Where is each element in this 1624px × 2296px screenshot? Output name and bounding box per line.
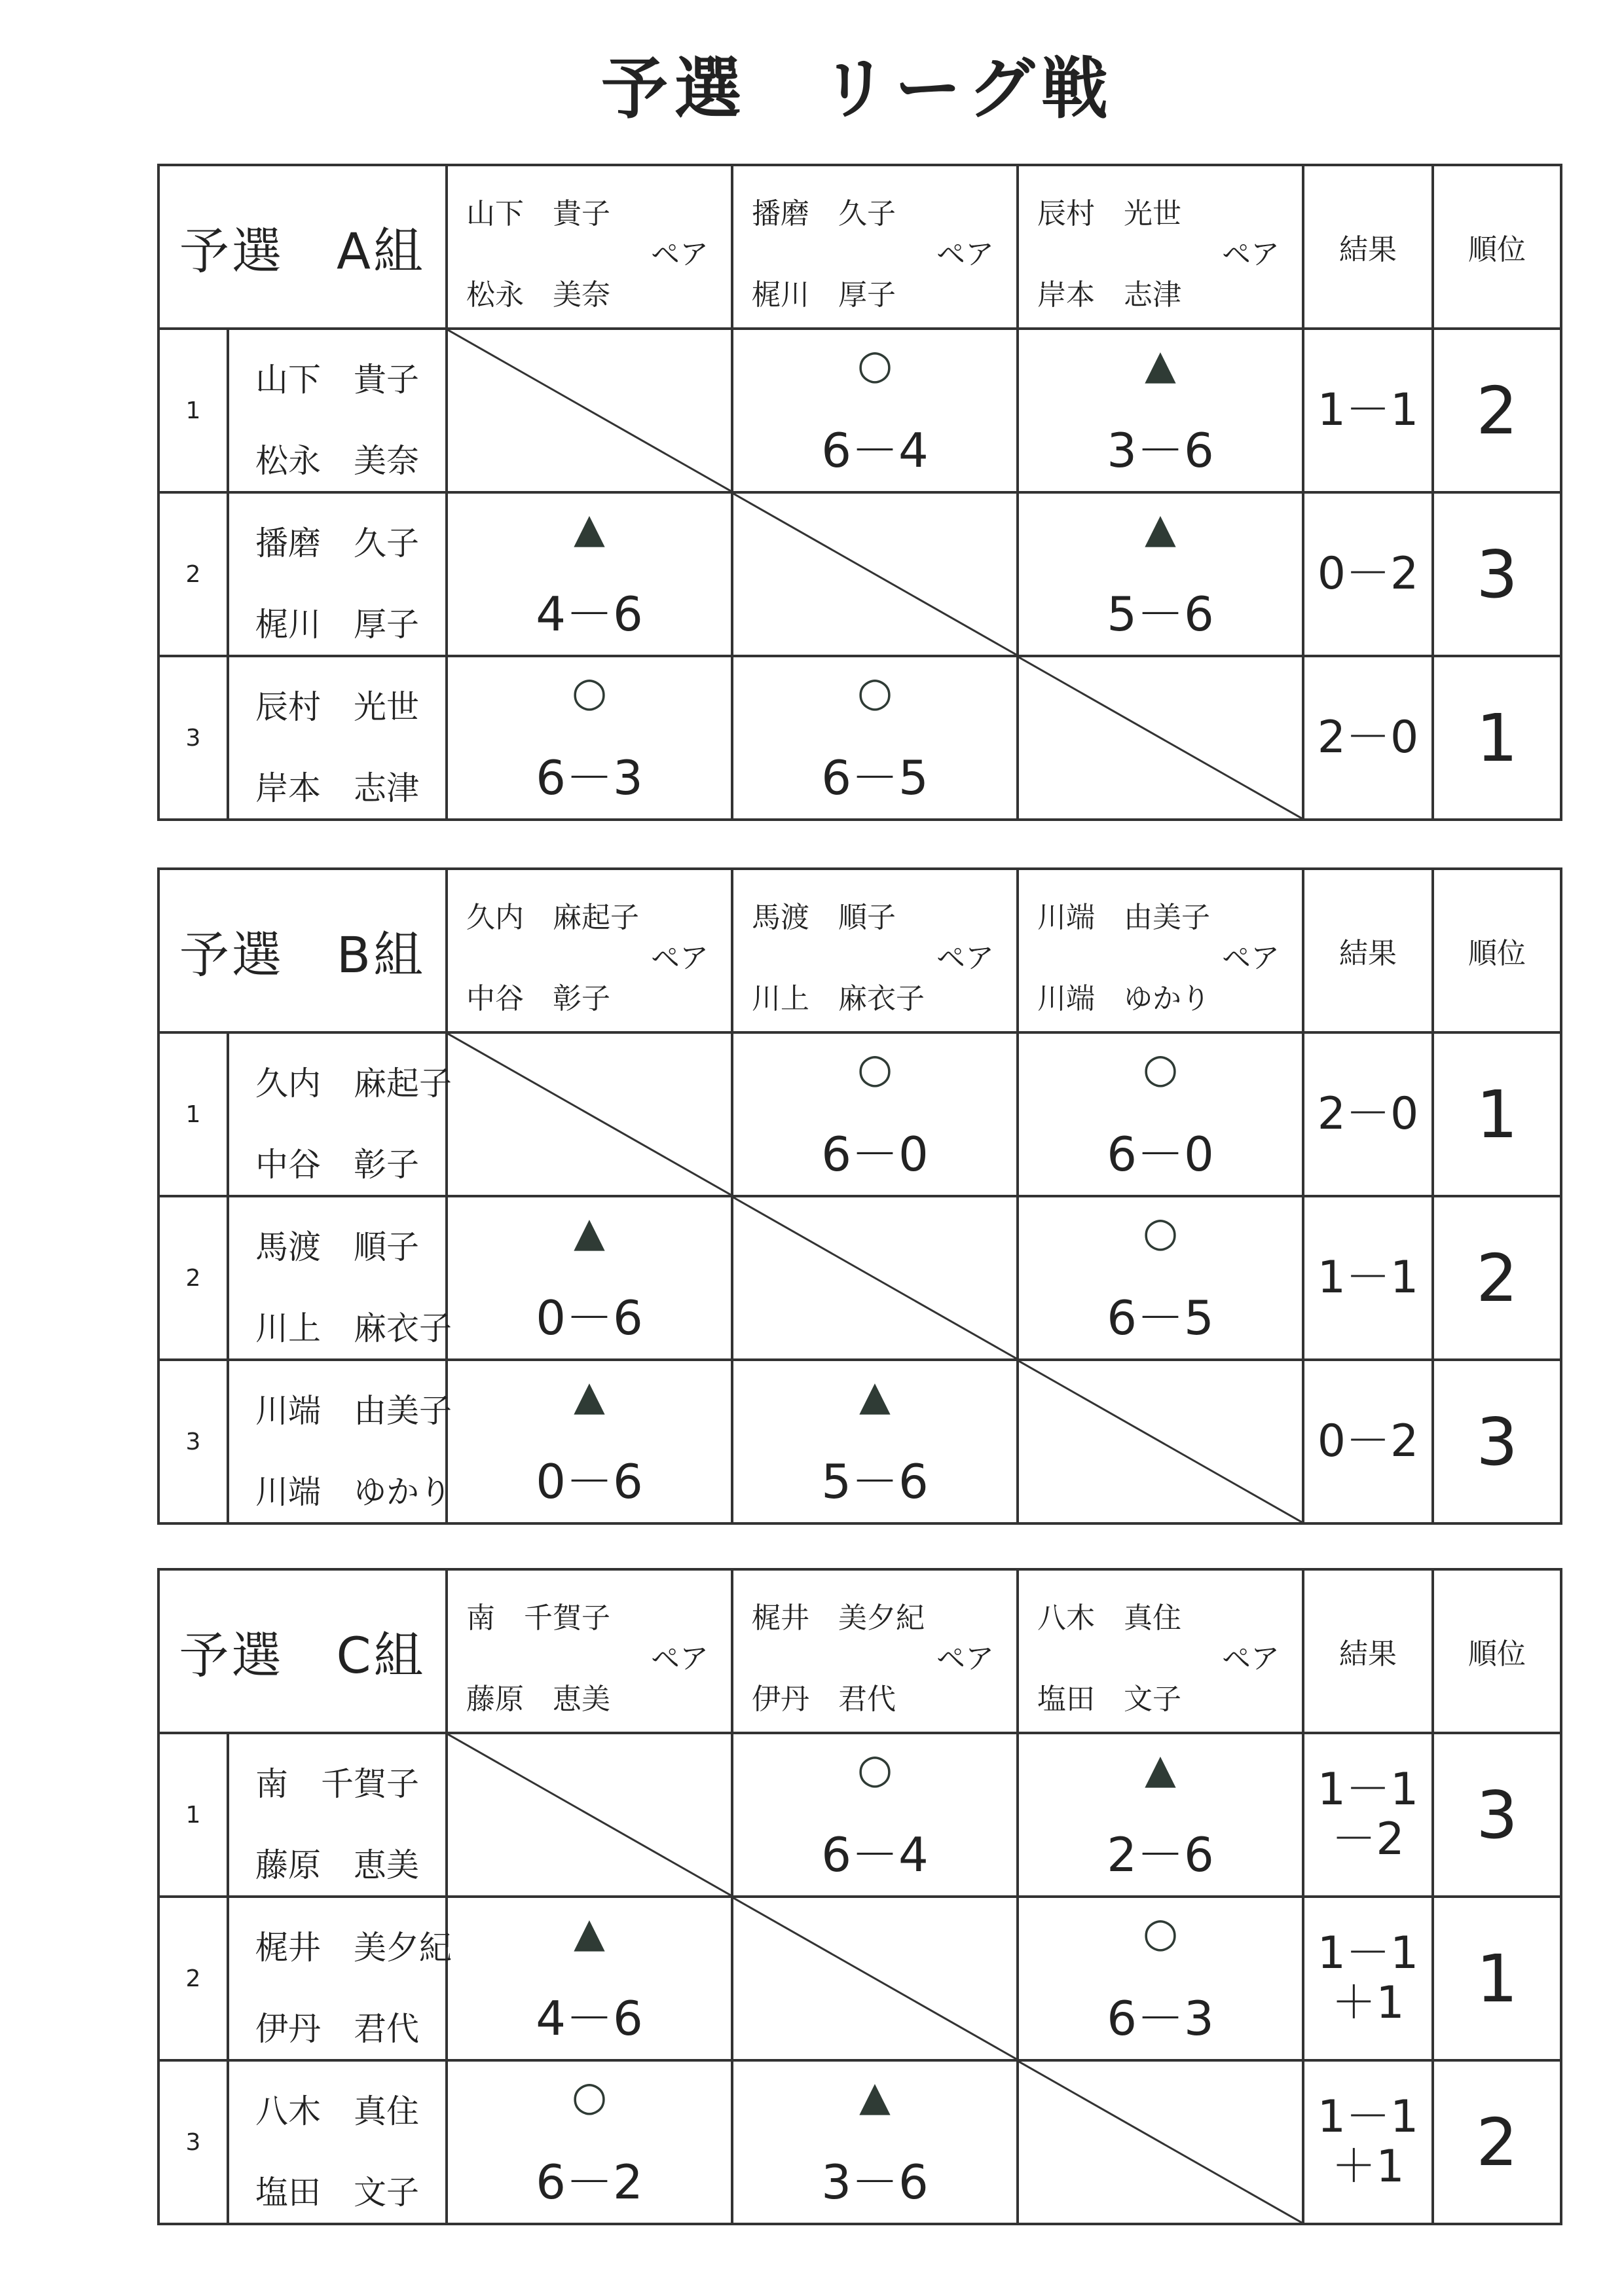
diagonal-line [1019, 1361, 1302, 1522]
diagonal-line [1019, 2062, 1302, 2223]
diagonal-line [733, 1898, 1016, 2059]
match-cell [732, 1032, 1018, 1196]
table-row [158, 656, 1561, 820]
result-value: 1－1 [1317, 1763, 1419, 1815]
result-header: 結果 [1303, 869, 1433, 1032]
row-player-name: 梶川 厚子 [255, 606, 419, 644]
rank-cell: 2 [1433, 329, 1561, 492]
result-cell [1303, 2060, 1433, 2224]
diagonal-line [448, 330, 731, 491]
match-score: 4－6 [536, 1991, 643, 2046]
header-player-name: 塩田 文子 [1037, 1683, 1182, 1716]
league-table [157, 1568, 1562, 2225]
match-score: 6－5 [1107, 1290, 1214, 1345]
win-mark-icon: ○ [857, 668, 893, 716]
match-cell [447, 492, 732, 656]
result-value: ＋1 [1331, 2141, 1405, 2193]
rank-cell: 3 [1433, 1360, 1561, 1523]
match-cell [447, 1196, 732, 1360]
header-player-name: 久内 麻起子 [466, 901, 640, 934]
rank-cell: 1 [1433, 656, 1561, 820]
pair-label: ペア [936, 941, 995, 975]
result-cell [1303, 1360, 1433, 1523]
loss-mark-icon: ▲ [859, 1372, 891, 1419]
self-cell [1018, 1360, 1303, 1523]
row-number: 2 [158, 492, 228, 656]
match-score: 3－6 [821, 2155, 929, 2210]
self-cell [732, 492, 1018, 656]
loss-mark-icon: ▲ [574, 1372, 605, 1419]
header-pair [1018, 165, 1303, 329]
match-cell [447, 1897, 732, 2060]
row-pair [228, 1360, 452, 1523]
result-value: －2 [1331, 1813, 1405, 1865]
pair-label: ペア [651, 941, 709, 975]
pair-label: ペア [651, 1642, 709, 1675]
self-cell [447, 329, 732, 492]
rank-cell: 1 [1433, 1897, 1561, 2060]
match-score: 3－6 [1107, 423, 1214, 478]
row-pair [228, 1196, 452, 1360]
league-table [157, 867, 1562, 1525]
row-player-name: 久内 麻起子 [255, 1065, 452, 1102]
loss-mark-icon: ▲ [1145, 340, 1176, 388]
page-title: 予選 リーグ戦 [601, 50, 1115, 128]
group-title: 予選 C組 [158, 1569, 447, 1733]
rank-cell: 2 [1433, 2060, 1561, 2224]
row-number: 3 [158, 2060, 228, 2224]
header-pair [732, 869, 1018, 1032]
result-cell [1303, 1196, 1433, 1360]
loss-mark-icon: ▲ [1145, 504, 1176, 552]
match-cell [447, 656, 732, 820]
header-pair [732, 165, 1018, 329]
result-value: 1－1 [1317, 2090, 1419, 2143]
diagonal-line [1019, 657, 1302, 818]
match-cell [1018, 1733, 1303, 1897]
match-cell [1018, 1032, 1303, 1196]
row-pair [228, 1032, 452, 1196]
loss-mark-icon: ▲ [1145, 1745, 1176, 1793]
match-score: 5－6 [821, 1454, 929, 1509]
match-cell [1018, 1897, 1303, 2060]
match-score: 4－6 [536, 587, 643, 642]
header-player-name: 辰村 光世 [1037, 197, 1181, 230]
row-player-name: 松永 美奈 [255, 442, 419, 480]
loss-mark-icon: ▲ [574, 1908, 605, 1956]
header-player-name: 播磨 久子 [752, 197, 896, 230]
self-cell [447, 1733, 732, 1897]
result-value: 0－2 [1317, 1415, 1419, 1467]
match-score: 6－3 [536, 750, 643, 805]
result-header: 結果 [1303, 1569, 1433, 1733]
league-table [157, 164, 1562, 821]
result-cell [1303, 329, 1433, 492]
win-mark-icon: ○ [857, 1745, 893, 1793]
row-number: 3 [158, 1360, 228, 1523]
group-title: 予選 B組 [158, 869, 447, 1032]
header-player-name: 八木 真住 [1037, 1601, 1182, 1635]
diagonal-line [733, 1197, 1016, 1358]
header-player-name: 馬渡 順子 [752, 901, 896, 934]
win-mark-icon: ○ [857, 1044, 893, 1092]
header-pair [732, 1569, 1018, 1733]
rank-cell: 3 [1433, 492, 1561, 656]
match-score: 0－6 [536, 1290, 643, 1345]
result-cell [1303, 1032, 1433, 1196]
row-player-name: 梶井 美夕紀 [255, 1929, 452, 1967]
rank-header: 順位 [1433, 869, 1561, 1032]
result-value: 1－1 [1317, 1927, 1419, 1979]
pair-label: ペア [1222, 1642, 1280, 1675]
row-player-name: 川端 ゆかり [255, 1473, 452, 1511]
header-player-name: 松永 美奈 [466, 278, 610, 312]
row-player-name: 播磨 久子 [255, 524, 419, 562]
diagonal-line [733, 494, 1016, 655]
row-player-name: 中谷 彰子 [255, 1146, 419, 1184]
result-cell [1303, 492, 1433, 656]
header-player-name: 山下 貴子 [466, 197, 610, 230]
result-value: 2－0 [1317, 711, 1419, 763]
table-row [158, 2060, 1561, 2224]
header-player-name: 川端 由美子 [1037, 901, 1211, 934]
header-player-name: 梶井 美夕紀 [752, 1601, 925, 1635]
pair-label: ペア [1222, 941, 1280, 975]
loss-mark-icon: ▲ [574, 504, 605, 552]
diagonal-line [448, 1034, 731, 1195]
row-player-name: 馬渡 順子 [255, 1228, 419, 1266]
row-player-name: 川上 麻衣子 [255, 1309, 452, 1347]
row-player-name: 南 千賀子 [255, 1765, 419, 1803]
pair-label: ペア [651, 238, 709, 271]
match-score: 6－0 [1107, 1127, 1214, 1182]
win-mark-icon: ○ [1142, 1208, 1179, 1256]
match-cell [1018, 1196, 1303, 1360]
row-pair [228, 2060, 447, 2224]
header-player-name: 川上 麻衣子 [752, 982, 925, 1015]
match-score: 6－4 [821, 423, 929, 478]
result-value: ＋1 [1331, 1977, 1405, 2029]
self-cell [1018, 2060, 1303, 2224]
row-player-name: 塩田 文子 [255, 2174, 419, 2212]
row-number: 2 [158, 1897, 228, 2060]
self-cell [1018, 656, 1303, 820]
match-cell [732, 1733, 1018, 1897]
result-value: 1－1 [1317, 384, 1419, 436]
header-pair [447, 869, 732, 1032]
header-player-name: 藤原 恵美 [466, 1683, 611, 1716]
match-cell [447, 2060, 732, 2224]
rank-header: 順位 [1433, 1569, 1561, 1733]
match-cell [732, 329, 1018, 492]
diagonal-line [448, 1734, 731, 1895]
result-cell [1303, 1897, 1433, 2060]
header-pair [1018, 1569, 1303, 1733]
rank-cell: 1 [1433, 1032, 1561, 1196]
loss-mark-icon: ▲ [859, 2072, 891, 2120]
row-pair [228, 329, 447, 492]
result-value: 1－1 [1317, 1251, 1419, 1303]
result-cell [1303, 1733, 1433, 1897]
pair-label: ペア [936, 1642, 995, 1675]
match-cell [732, 2060, 1018, 2224]
table-row [158, 1360, 1561, 1523]
match-cell [447, 1360, 732, 1523]
header-pair [447, 1569, 732, 1733]
row-player-name: 岸本 志津 [255, 769, 419, 807]
self-cell [732, 1196, 1018, 1360]
win-mark-icon: ○ [1142, 1044, 1179, 1092]
header-player-name: 伊丹 君代 [752, 1683, 896, 1716]
table-row [158, 1897, 1561, 2060]
rank-cell: 2 [1433, 1196, 1561, 1360]
table-row [158, 1032, 1561, 1196]
win-mark-icon: ○ [1142, 1908, 1179, 1956]
rank-cell: 3 [1433, 1733, 1561, 1897]
row-number: 3 [158, 656, 228, 820]
match-score: 2－6 [1107, 1827, 1214, 1882]
table-row [158, 1733, 1561, 1897]
row-number: 1 [158, 1032, 228, 1196]
loss-mark-icon: ▲ [574, 1208, 605, 1256]
result-value: 0－2 [1317, 547, 1419, 600]
row-player-name: 辰村 光世 [255, 688, 419, 726]
header-player-name: 中谷 彰子 [466, 982, 611, 1015]
self-cell [447, 1032, 732, 1196]
row-pair [228, 1733, 447, 1897]
result-cell [1303, 656, 1433, 820]
row-player-name: 八木 真住 [255, 2092, 419, 2130]
row-number: 1 [158, 329, 228, 492]
match-cell [1018, 329, 1303, 492]
match-cell [732, 656, 1018, 820]
match-score: 5－6 [1107, 587, 1214, 642]
header-player-name: 南 千賀子 [466, 1601, 611, 1635]
group-title: 予選 A組 [158, 165, 447, 329]
row-pair [228, 656, 447, 820]
result-header: 結果 [1303, 165, 1433, 329]
header-pair [1018, 869, 1303, 1032]
row-pair [228, 492, 447, 656]
row-player-name: 川端 由美子 [255, 1392, 452, 1430]
pair-label: ペア [1222, 238, 1280, 271]
row-pair [228, 1897, 452, 2060]
header-player-name: 岸本 志津 [1037, 278, 1181, 312]
self-cell [732, 1897, 1018, 2060]
header-pair [447, 165, 732, 329]
match-cell [732, 1360, 1018, 1523]
row-number: 1 [158, 1733, 228, 1897]
pair-label: ペア [936, 238, 994, 271]
row-player-name: 藤原 恵美 [255, 1846, 419, 1884]
row-number: 2 [158, 1196, 228, 1360]
match-score: 0－6 [536, 1454, 643, 1509]
win-mark-icon: ○ [571, 2072, 608, 2120]
match-score: 6－0 [821, 1127, 929, 1182]
rank-header: 順位 [1433, 165, 1561, 329]
row-player-name: 伊丹 君代 [255, 2010, 419, 2048]
result-value: 2－0 [1317, 1087, 1419, 1140]
table-row [158, 329, 1561, 492]
table-row [158, 1196, 1561, 1360]
header-player-name: 川端 ゆかり [1037, 982, 1211, 1015]
table-row [158, 492, 1561, 656]
match-score: 6－2 [536, 2155, 643, 2210]
match-score: 6－3 [1107, 1991, 1214, 2046]
match-cell [1018, 492, 1303, 656]
row-player-name: 山下 貴子 [255, 361, 419, 399]
match-score: 6－4 [821, 1827, 929, 1882]
match-score: 6－5 [821, 750, 929, 805]
win-mark-icon: ○ [571, 668, 608, 716]
win-mark-icon: ○ [857, 340, 893, 388]
header-player-name: 梶川 厚子 [752, 278, 896, 312]
